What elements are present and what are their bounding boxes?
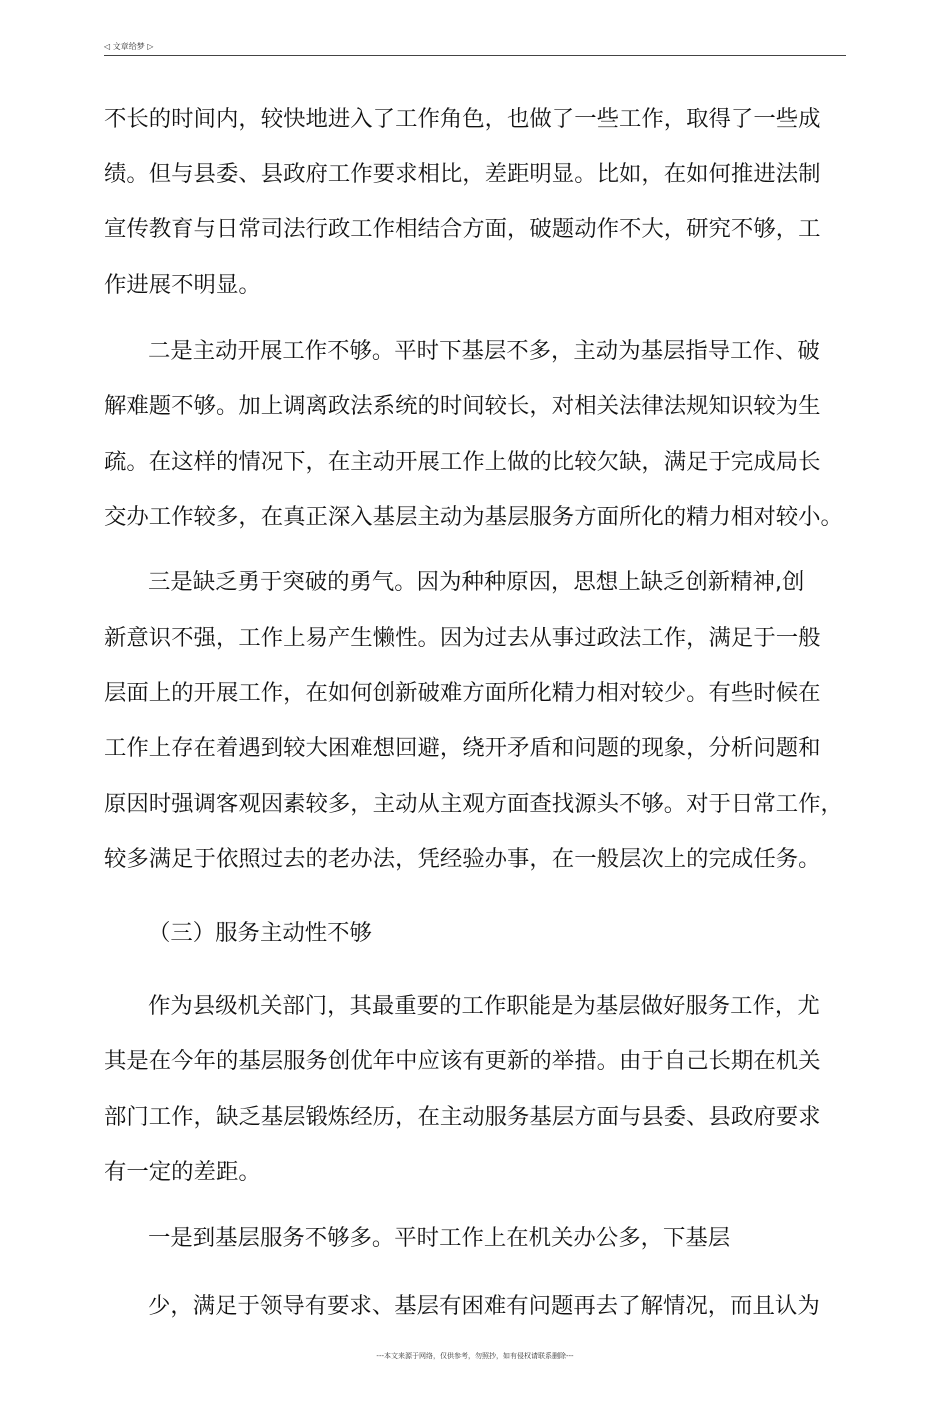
page-header: ◁ 文章给梦 ▷ [104, 42, 154, 51]
header-rule [104, 55, 846, 56]
text-line: 作进展不明显。 [104, 272, 261, 298]
text-line: 其是在今年的基层服务创优年中应该有更新的举措。由于自己长期在机关 [104, 1048, 821, 1074]
text-line: 一是到基层服务不够多。平时工作上在机关办公多，下基层 [148, 1225, 731, 1251]
text-line: 作为县级机关部门，其最重要的工作职能是为基层做好服务工作，尤 [148, 993, 820, 1019]
text-line: 不长的时间内，较快地进入了工作角色，也做了一些工作，取得了一些成 [104, 106, 821, 132]
text-line: 层面上的开展工作，在如何创新破难方面所化精力相对较少。有些时候在 [104, 680, 821, 706]
text-line: 绩。但与县委、县政府工作要求相比，差距明显。比如，在如何推进法制 [104, 161, 821, 187]
text-line: 原因时强调客观因素较多，主动从主观方面查找源头不够。对于日常工作， [104, 791, 843, 817]
section-heading: （三）服务主动性不够 [148, 920, 372, 946]
text-line: 部门工作，缺乏基层锻炼经历，在主动服务基层方面与县委、县政府要求 [104, 1104, 821, 1130]
text-line: 交办工作较多，在真正深入基层主动为基层服务方面所化的精力相对较小。 [104, 504, 843, 530]
text-line: 少，满足于领导有要求、基层有困难有问题再去了解情况，而且认为 [148, 1293, 820, 1319]
text-line: 二是主动开展工作不够。平时下基层不多，主动为基层指导工作、破 [148, 338, 820, 364]
text-line: 三是缺乏勇于突破的勇气。因为种种原因，思想上缺乏创新精神,创 [148, 569, 805, 595]
text-line: 较多满足于依照过去的老办法，凭经验办事，在一般层次上的完成任务。 [104, 846, 821, 872]
page-footer: ---本文来源于网络，仅供参考，勿照抄，如有侵权请联系删除--- [376, 1352, 574, 1360]
text-line: 有一定的差距。 [104, 1159, 261, 1185]
text-line: 解难题不够。加上调离政法系统的时间较长，对相关法律法规知识较为生 [104, 393, 821, 419]
text-line: 疏。在这样的情况下，在主动开展工作上做的比较欠缺，满足于完成局长 [104, 449, 821, 475]
text-line: 工作上存在着遇到较大困难想回避，绕开矛盾和问题的现象，分析问题和 [104, 735, 821, 761]
text-line: 宣传教育与日常司法行政工作相结合方面，破题动作不大，研究不够，工 [104, 216, 821, 242]
text-line: 新意识不强，工作上易产生懒性。因为过去从事过政法工作，满足于一般 [104, 625, 821, 651]
